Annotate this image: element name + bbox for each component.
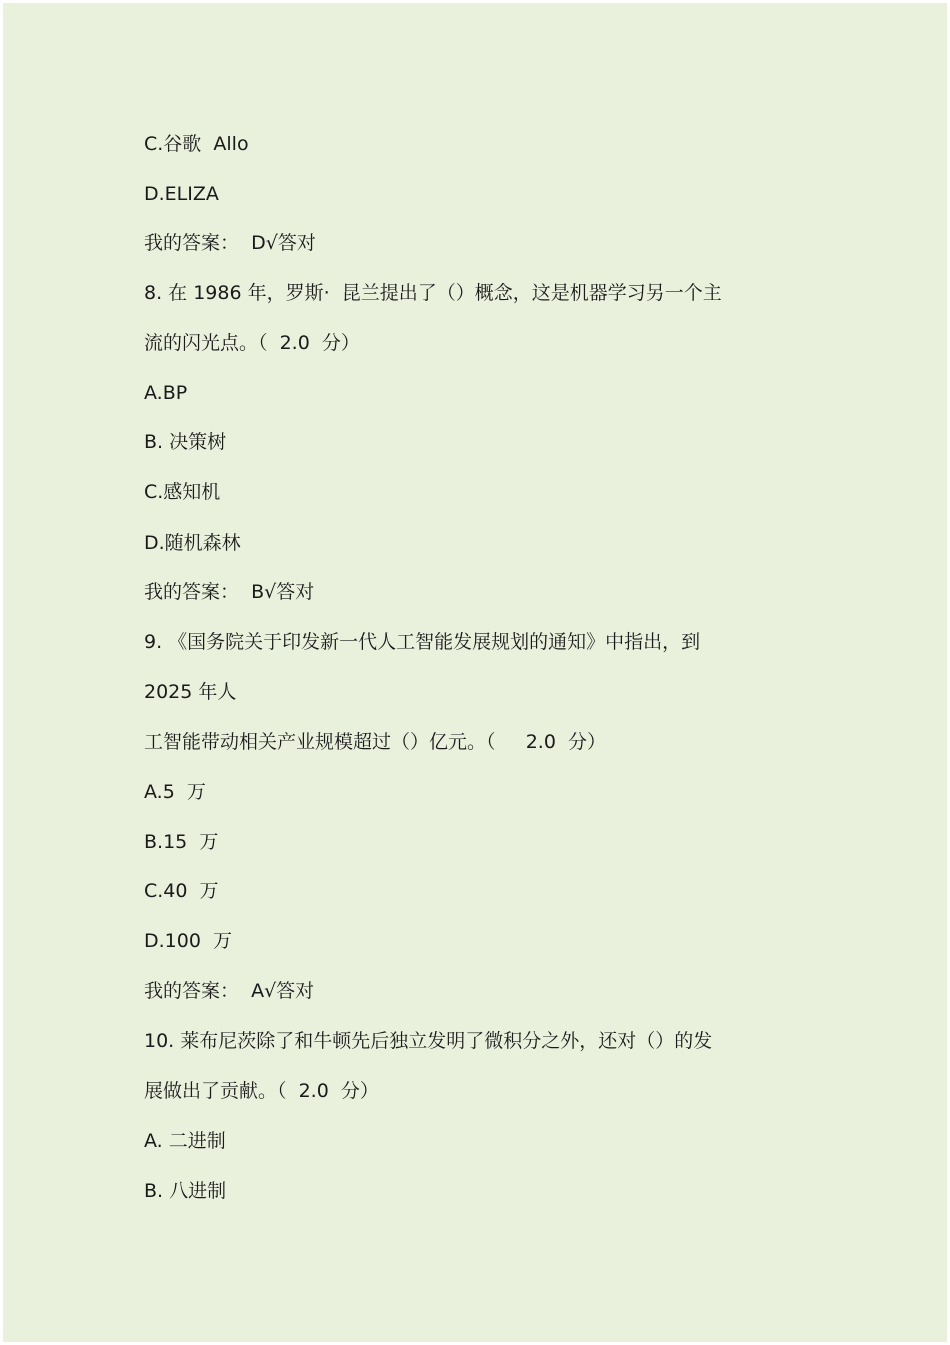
option-d-q7: D.ELIZA: [144, 183, 219, 205]
option-a-q8: A.BP: [144, 382, 188, 404]
option-d-q8: D.随机森林: [144, 532, 241, 554]
option-c-q8: C.感知机: [144, 481, 221, 503]
answer-q9: 我的答案： A√答对: [144, 980, 315, 1002]
question-8-line-1: 8. 在 1986 年，罗斯· 昆兰提出了（）概念，这是机器学习另一个主: [144, 282, 722, 304]
question-10-line-2: 展做出了贡献。（ 2.0 分）: [144, 1080, 379, 1102]
question-9-line-2: 2025 年人: [144, 681, 237, 703]
document-page: [3, 3, 947, 1342]
answer-q7: 我的答案： D√答对: [144, 232, 316, 254]
answer-q8: 我的答案： B√答对: [144, 581, 315, 603]
option-b-q10: B. 八进制: [144, 1180, 227, 1202]
option-c-q7: C.谷歌 Allo: [144, 133, 249, 155]
option-b-q8: B. 决策树: [144, 431, 227, 453]
option-a-q10: A. 二进制: [144, 1130, 226, 1152]
question-10-line-1: 10. 莱布尼茨除了和牛顿先后独立发明了微积分之外，还对（）的发: [144, 1030, 713, 1052]
question-9-line-1: 9. 《国务院关于印发新一代人工智能发展规划的通知》中指出，到: [144, 631, 701, 653]
option-c-q9: C.40 万: [144, 880, 219, 902]
option-d-q9: D.100 万: [144, 930, 233, 952]
question-8-line-2: 流的闪光点。（ 2.0 分）: [144, 332, 360, 354]
question-9-line-3: 工智能带动相关产业规模超过（）亿元。（ 2.0 分）: [144, 731, 606, 753]
option-a-q9: A.5 万: [144, 781, 206, 803]
option-b-q9: B.15 万: [144, 831, 219, 853]
